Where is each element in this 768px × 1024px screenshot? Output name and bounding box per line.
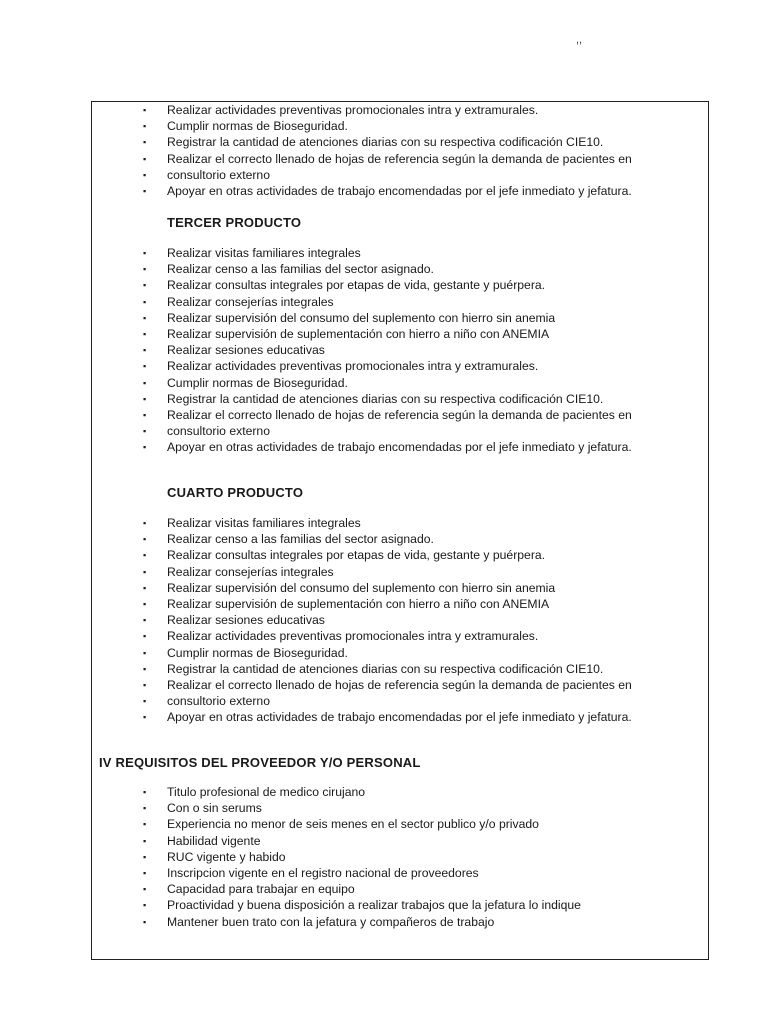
bullet-icon: ▪ bbox=[143, 867, 147, 878]
list-item-text: Realizar consejerías integrales bbox=[167, 294, 334, 309]
list-item bbox=[92, 439, 632, 455]
bullet-icon: ▪ bbox=[143, 409, 147, 420]
bullet-icon: ▪ bbox=[143, 137, 147, 148]
list-item-text: Realizar censo a las familias del sector asignado. bbox=[167, 532, 434, 547]
list-item-text: consultorio externo bbox=[167, 694, 270, 709]
bullet-icon: ▪ bbox=[143, 518, 147, 528]
bullet-icon: ▪ bbox=[143, 550, 147, 561]
list-item bbox=[92, 342, 632, 358]
list-item-text: Mantener buen trato con la jefatura y compañeros de trabajo bbox=[167, 914, 495, 929]
bullet-icon: ▪ bbox=[143, 361, 147, 372]
bullet-icon: ▪ bbox=[143, 105, 147, 115]
list-item bbox=[92, 645, 632, 661]
bullet-icon: ▪ bbox=[143, 851, 147, 862]
list-item-text: Realizar censo a las familias del sector asignado. bbox=[167, 262, 434, 277]
list-item bbox=[92, 661, 632, 677]
list-item-text: Realizar consejerías integrales bbox=[167, 564, 334, 579]
bullet-icon: ▪ bbox=[143, 393, 147, 404]
bullet-icon: ▪ bbox=[143, 884, 147, 895]
list-item bbox=[92, 628, 632, 644]
list-item-text: Registrar la cantidad de atenciones diarias con su respectiva codificación CIE10. bbox=[167, 661, 604, 676]
list-item bbox=[92, 800, 581, 816]
list-item-text: Realizar el correcto llenado de hojas de referencia según la demanda de pacientes en bbox=[167, 407, 632, 422]
bullet-icon: ▪ bbox=[143, 647, 147, 658]
list-item-text: Cumplir normas de Bioseguridad. bbox=[167, 119, 348, 134]
bullet-icon: ▪ bbox=[143, 598, 147, 609]
bullet-icon: ▪ bbox=[143, 345, 147, 356]
list-item-text: Realizar consultas integrales por etapas de vida, gestante y puérpera. bbox=[167, 278, 546, 293]
list-item bbox=[92, 326, 632, 342]
bullet-icon: ▪ bbox=[143, 582, 147, 593]
list-item bbox=[92, 515, 632, 531]
list-item bbox=[92, 693, 632, 709]
list-item-text: Realizar visitas familiares integrales bbox=[167, 516, 361, 530]
bullet-icon: ▪ bbox=[143, 296, 147, 307]
list-item bbox=[92, 407, 632, 423]
list-item bbox=[92, 167, 632, 183]
bullet-icon: ▪ bbox=[143, 916, 147, 927]
bullet-icon: ▪ bbox=[143, 566, 147, 577]
list-item-text: Realizar sesiones educativas bbox=[167, 343, 325, 358]
list-item bbox=[92, 531, 632, 547]
list-item bbox=[92, 784, 581, 800]
bullet-icon: ▪ bbox=[143, 803, 147, 814]
bullet-icon: ▪ bbox=[143, 169, 147, 180]
list-item-text: Proactividad y buena disposición a realizar trabajos que la jefatura lo indique bbox=[167, 898, 581, 913]
bullet-icon: ▪ bbox=[143, 426, 147, 437]
tercer-producto-list bbox=[92, 245, 632, 455]
bullet-icon: ▪ bbox=[143, 835, 147, 846]
requisitos-list bbox=[92, 784, 581, 930]
list-item bbox=[92, 102, 632, 118]
bullet-icon: ▪ bbox=[143, 442, 147, 453]
list-item bbox=[92, 612, 632, 628]
list-item-text: consultorio externo bbox=[167, 424, 270, 439]
header-mark: ,, bbox=[576, 34, 583, 46]
bullet-icon: ▪ bbox=[143, 631, 147, 642]
list-item bbox=[92, 709, 632, 725]
list-item-text: Cumplir normas de Bioseguridad. bbox=[167, 645, 348, 660]
list-item bbox=[92, 833, 581, 849]
list-item-text: Realizar el correcto llenado de hojas de referencia según la demanda de pacientes en bbox=[167, 151, 632, 166]
list-item bbox=[92, 423, 632, 439]
list-item-text: Registrar la cantidad de atenciones diarias con su respectiva codificación CIE10. bbox=[167, 135, 604, 150]
list-item bbox=[92, 849, 581, 865]
list-item-text: Realizar actividades preventivas promocionales intra y extramurales. bbox=[167, 359, 539, 374]
list-item bbox=[92, 547, 632, 563]
list-item-text: Apoyar en otras actividades de trabajo encomendadas por el jefe inmediato y jefatura. bbox=[167, 440, 632, 455]
list-item-text: Realizar el correcto llenado de hojas de referencia según la demanda de pacientes en bbox=[167, 677, 632, 692]
list-item bbox=[92, 897, 581, 913]
bullet-icon: ▪ bbox=[143, 679, 147, 690]
list-item-text: Realizar actividades preventivas promocionales intra y extramurales. bbox=[167, 629, 539, 644]
list-item-text: Experiencia no menor de seis menes en el sector publico y/o privado bbox=[167, 817, 539, 832]
list-item-text: Apoyar en otras actividades de trabajo encomendadas por el jefe inmediato y jefatura. bbox=[167, 710, 632, 725]
bullet-icon: ▪ bbox=[143, 712, 147, 723]
list-item-text: Titulo profesional de medico cirujano bbox=[167, 785, 366, 799]
list-item-text: Apoyar en otras actividades de trabajo encomendadas por el jefe inmediato y jefatura. bbox=[167, 183, 632, 198]
list-item bbox=[92, 134, 632, 150]
bullet-icon: ▪ bbox=[143, 819, 147, 830]
list-item-text: Realizar supervisión de suplementación con hierro a niño con ANEMIA bbox=[167, 596, 550, 611]
list-item bbox=[92, 294, 632, 310]
list-item bbox=[92, 580, 632, 596]
bullet-icon: ▪ bbox=[143, 787, 147, 797]
list-item bbox=[92, 596, 632, 612]
cuarto-producto-list bbox=[92, 515, 632, 725]
bullet-icon: ▪ bbox=[143, 615, 147, 626]
list-item-text: Realizar actividades preventivas promocionales intra y extramurales. bbox=[167, 103, 539, 117]
bullet-icon: ▪ bbox=[143, 377, 147, 388]
list-item bbox=[92, 118, 632, 134]
list-item-text: Realizar supervisión del consumo del suplemento con hierro sin anemia bbox=[167, 580, 556, 595]
list-item-text: Cumplir normas de Bioseguridad. bbox=[167, 375, 348, 390]
list-item bbox=[92, 277, 632, 293]
list-item-text: Realizar sesiones educativas bbox=[167, 613, 325, 628]
list-item bbox=[92, 375, 632, 391]
list-item bbox=[92, 310, 632, 326]
list-item bbox=[92, 816, 581, 832]
section-title-requisitos: IV REQUISITOS DEL PROVEEDOR Y/O PERSONAL bbox=[99, 755, 421, 770]
list-item bbox=[92, 914, 581, 930]
list-item bbox=[92, 151, 632, 167]
list-item-text: consultorio externo bbox=[167, 167, 270, 182]
bullet-icon: ▪ bbox=[143, 248, 147, 258]
bullet-icon: ▪ bbox=[143, 312, 147, 323]
bullet-icon: ▪ bbox=[143, 900, 147, 911]
bullet-icon: ▪ bbox=[143, 121, 147, 132]
bullet-icon: ▪ bbox=[143, 696, 147, 707]
document-frame bbox=[91, 101, 709, 960]
section-heading-cuarto-producto: CUARTO PRODUCTO bbox=[167, 485, 304, 500]
list-item-text: Realizar consultas integrales por etapas de vida, gestante y puérpera. bbox=[167, 548, 546, 563]
bullet-icon: ▪ bbox=[143, 663, 147, 674]
list-item bbox=[92, 677, 632, 693]
bullet-icon: ▪ bbox=[143, 534, 147, 545]
bullet-icon: ▪ bbox=[143, 328, 147, 339]
list-item bbox=[92, 391, 632, 407]
list-item-text: Habilidad vigente bbox=[167, 833, 261, 848]
bullet-icon: ▪ bbox=[143, 185, 147, 196]
list-item bbox=[92, 358, 632, 374]
bullet-icon: ▪ bbox=[143, 153, 147, 164]
list-item bbox=[92, 261, 632, 277]
section-heading-tercer-producto: TERCER PRODUCTO bbox=[167, 215, 302, 230]
bullet-icon: ▪ bbox=[143, 280, 147, 291]
list-item bbox=[92, 183, 632, 199]
list-item-text: Capacidad para trabajar en equipo bbox=[167, 882, 355, 897]
list-item bbox=[92, 564, 632, 580]
list-item bbox=[92, 245, 632, 261]
list-item-text: RUC vigente y habido bbox=[167, 849, 286, 864]
list-item-text: Realizar supervisión de suplementación con hierro a niño con ANEMIA bbox=[167, 326, 550, 341]
list-item-text: Realizar supervisión del consumo del suplemento con hierro sin anemia bbox=[167, 310, 556, 325]
activities-list-continued bbox=[92, 102, 632, 199]
bullet-icon: ▪ bbox=[143, 264, 147, 275]
list-item-text: Realizar visitas familiares integrales bbox=[167, 246, 361, 260]
list-item bbox=[92, 881, 581, 897]
list-item-text: Inscripcion vigente en el registro nacional de proveedores bbox=[167, 865, 479, 880]
list-item-text: Registrar la cantidad de atenciones diarias con su respectiva codificación CIE10. bbox=[167, 391, 604, 406]
list-item-text: Con o sin serums bbox=[167, 801, 262, 816]
list-item bbox=[92, 865, 581, 881]
